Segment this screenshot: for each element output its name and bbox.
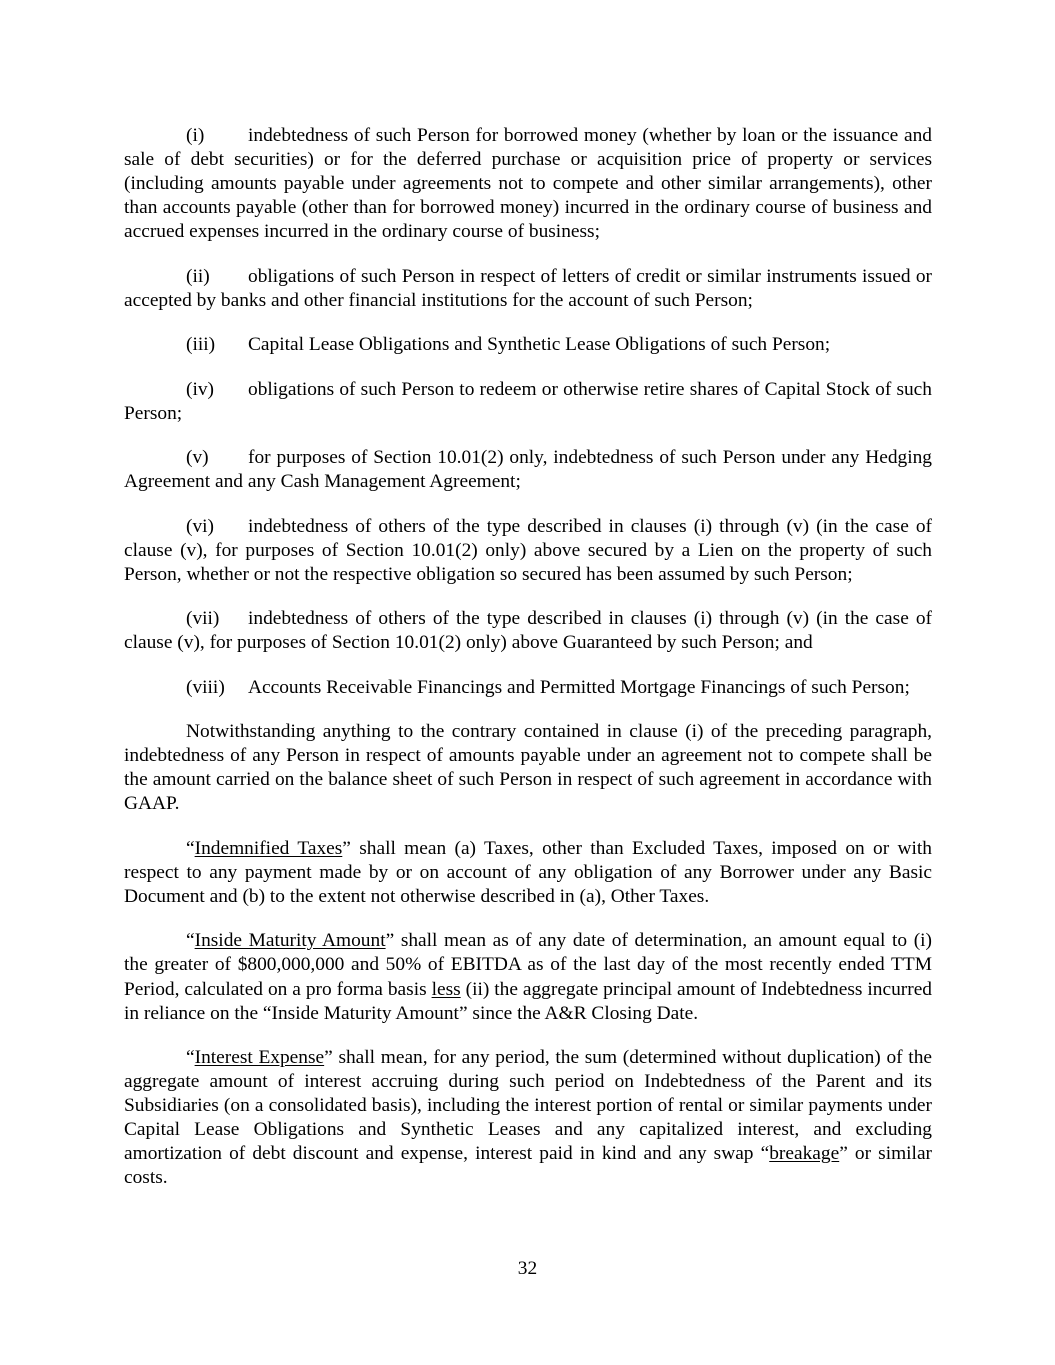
open-quote: “ [760, 1143, 770, 1165]
page-number: 32 [517, 1258, 538, 1279]
clause-text: Accounts Receivable Financings and Permitted Mortgage Financings of such Person; [248, 676, 910, 698]
clause-text: indebtedness of such Person for borrowed money (whether by loan or the issuance and sale of debt securities) or for the deferred purchase or acquisition price of property or services (including amounts payable under agreements not to compete and other similar arrangements), other than accounts payable (other than for borrowed money) incurred in the ordinary course of business and accrued expenses incurred in the ordinary course of business; [124, 125, 932, 243]
clause-text: obligations of such Person in respect of letters of credit or similar instruments issued or accepted by banks and other financial institutions for the account of such Person; [124, 265, 932, 311]
clause-vi [124, 515, 932, 587]
clause-number: (vi) [186, 515, 214, 537]
definition-text-continued: (ii) the aggregate principal amount of Indebtedness incurred in reliance on the “Inside Maturity Amount” since the A&R Closing Date. [124, 978, 932, 1024]
definition-text: ” shall mean, for any period, the sum (determined without duplication) of the aggregate amount of interest accruing during such period on Indebtedness of the Parent and its Subsidiaries (on a consolidated basis), including the interest portion of rental or similar payments under Capital Lease Obligations and Synthetic Leases and any capitalized interest, and excluding amortization of debt discount and expense, interest paid in kind and any swap [124, 1046, 932, 1165]
breakage-term: breakage [769, 1143, 840, 1165]
definition-tail: ” or similar costs. [124, 1143, 933, 1189]
less-emphasis: less [431, 978, 461, 1000]
defined-term: Interest Expense [194, 1046, 325, 1068]
defined-term: Inside Maturity Amount [194, 930, 386, 952]
document-page [124, 124, 932, 1211]
open-quote: “ [186, 1046, 195, 1068]
clause-iv [124, 378, 932, 426]
clause-iii [124, 333, 932, 357]
clause-text: indebtedness of others of the type described in clauses (i) through (v) (in the case of clause (v), for purposes of Section 10.01(2) only) above secured by a Lien on the property of such Person, whether or not the respective obligation so secured has been assumed by such Person; [124, 515, 932, 585]
clause-number: (ii) [186, 265, 210, 287]
clause-number: (iii) [186, 334, 216, 356]
notwithstanding-paragraph: Notwithstanding anything to the contrary contained in clause (i) of the preceding paragraph, indebtedness of any Person in respect of amounts payable under an agreement not to compete shall be the amount carried on the balance sheet of such Person in respect of such agreement in accordance with GAAP. [124, 721, 932, 815]
definition-text: ” shall mean as of any date of determination, an amount equal to (i) the greater of $800,000,000 and 50% of EBITDA as of the last day of the most recently ended TTM Period, calculated on a pro forma basis [124, 930, 932, 1000]
clause-i [124, 124, 932, 244]
clause-text: indebtedness of others of the type described in clauses (i) through (v) (in the case of clause (v), for purposes of Section 10.01(2) only) above Guaranteed by such Person; and [124, 608, 932, 654]
clause-text: Capital Lease Obligations and Synthetic Lease Obligations of such Person; [248, 334, 831, 356]
definition-text: ” shall mean (a) Taxes, other than Excluded Taxes, imposed on or with respect to any payment made by or on account of any obligation of any Borrower under any Basic Document and (b) to the extent not otherwise described in (a), Other Taxes. [124, 837, 932, 907]
definition-indemnified-taxes [124, 837, 932, 909]
clause-number: (vii) [186, 608, 220, 630]
definition-interest-expense [124, 1046, 932, 1191]
definition-inside-maturity-amount [124, 929, 932, 1025]
clause-number: (i) [186, 125, 205, 146]
open-quote: “ [186, 837, 195, 859]
open-quote: “ [186, 930, 195, 952]
clause-text: for purposes of Section 10.01(2) only, indebtedness of such Person under any Hedging Agreement and any Cash Management Agreement; [124, 447, 932, 493]
clause-ii [124, 265, 932, 313]
clause-v [124, 446, 932, 494]
defined-term: Indemnified Taxes [194, 837, 343, 859]
clause-viii [124, 676, 932, 700]
clause-number: (viii) [186, 676, 225, 698]
clause-number: (v) [186, 447, 209, 469]
clause-vii [124, 607, 932, 655]
clause-number: (iv) [186, 378, 214, 400]
clause-text: obligations of such Person to redeem or otherwise retire shares of Capital Stock of such Person; [124, 378, 932, 424]
